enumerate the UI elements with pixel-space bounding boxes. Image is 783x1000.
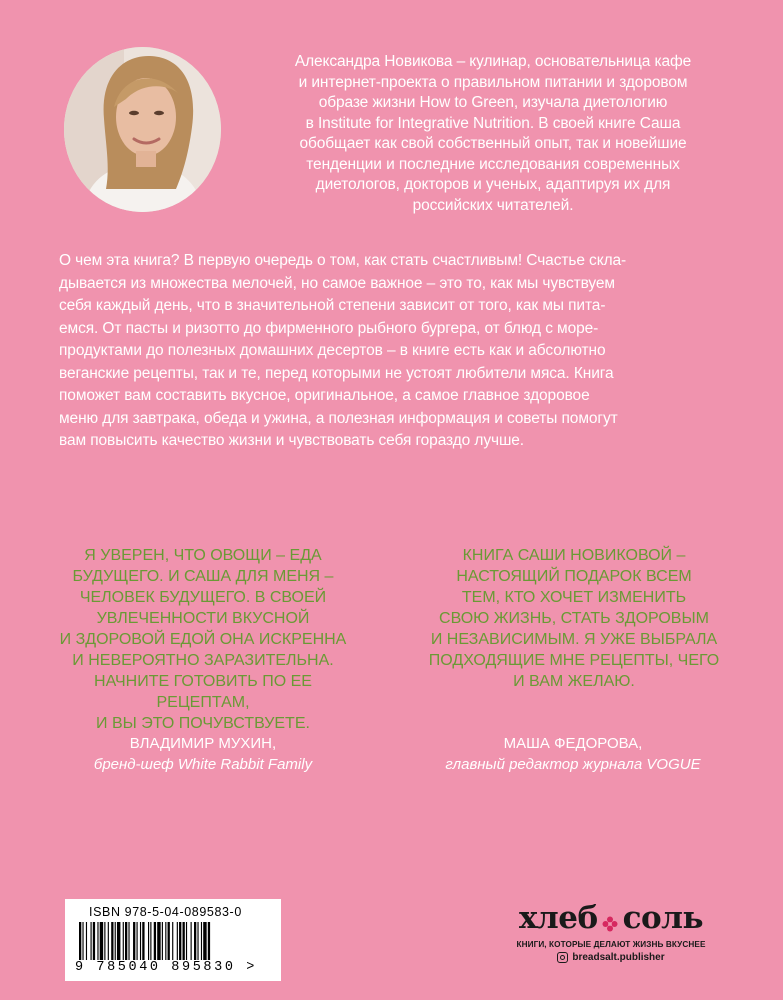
- quote-line: И НЕВЕРОЯТНО ЗАРАЗИТЕЛЬНА.: [72, 652, 334, 669]
- barcode-bar: [117, 922, 120, 960]
- barcode-bar: [165, 922, 166, 960]
- barcode-bar: [133, 922, 135, 960]
- barcode-bar: [115, 922, 116, 960]
- quote-line: И НЕЗАВИСИМЫМ. Я УЖЕ ВЫБРАЛА: [430, 631, 718, 648]
- author-role: главный редактор журнала VOGUE: [445, 756, 701, 773]
- bio-line: в Institute for Integrative Nutrition. В своей книге Саша: [305, 114, 681, 132]
- instagram-icon: [557, 952, 568, 963]
- publisher-logo: [495, 898, 727, 938]
- description-line: поможет вам составить вкусное, оригинальное, а самое главное здоровое: [59, 387, 590, 404]
- description-line: О чем эта книга? В первую очередь о том, как стать счастливым! Счастье скла-: [59, 252, 627, 269]
- barcode-bar: [203, 922, 206, 960]
- author-name: ВЛАДИМИР МУХИН,: [129, 735, 277, 752]
- barcode-bar: [183, 922, 185, 960]
- barcode-bar: [93, 922, 95, 960]
- quote-line: И ЗДОРОВОЙ ЕДОЙ ОНА ИСКРЕННА: [59, 631, 347, 648]
- barcode-bar: [157, 922, 160, 960]
- quote-line: НАСТОЯЩИЙ ПОДАРОК ВСЕМ: [456, 568, 692, 585]
- publisher-block: [495, 898, 727, 963]
- barcode-bar: [108, 922, 109, 960]
- description-line: меню для завтрака, обеда и ужина, а полезная информация и советы помогут: [59, 409, 618, 427]
- author-portrait-image: [64, 47, 221, 212]
- quote-line: УВЛЕЧЕННОСТИ ВКУСНОЙ: [96, 610, 310, 627]
- description-line: вам повысить качество жизни и чувствовать себя гораздо лучше.: [59, 432, 525, 449]
- quote-mukhin: [47, 545, 359, 734]
- barcode-bar: [172, 922, 173, 960]
- barcode-bar: [128, 922, 129, 960]
- quote-line: ПОДХОДЯЩИЕ МНЕ РЕЦЕПТЫ, ЧЕГО: [428, 652, 720, 669]
- quote-line: ЧЕЛОВЕК БУДУЩЕГО. В СВОЕЙ: [79, 589, 327, 606]
- barcode-bar: [86, 922, 87, 960]
- description-line: веганские рецепты, так и те, перед которыми не устоят любители мяса. Книга: [59, 364, 614, 382]
- publisher-tagline: КНИГИ, КОТОРЫЕ ДЕЛАЮТ ЖИЗНЬ ВКУСНЕЕ: [516, 940, 706, 949]
- quote-line: Я УВЕРЕН, ЧТО ОВОЩИ – ЕДА: [84, 547, 322, 564]
- bio-line: российских читателей.: [412, 196, 574, 214]
- barcode-bar: [201, 922, 202, 960]
- barcode-bar: [123, 922, 124, 960]
- book-description: [59, 250, 724, 453]
- barcode-bar: [79, 922, 81, 960]
- barcode-bar: [208, 922, 210, 960]
- bio-line: тенденции и последние исследования современных: [306, 155, 680, 173]
- description-line: дывается из множества мелочей, но самое важное – это то, как мы чувствуем: [59, 274, 615, 292]
- barcode-bar: [125, 922, 127, 960]
- quote-line: И ВАМ ЖЕЛАЮ.: [513, 673, 635, 690]
- quote-author-fedorova: [403, 733, 743, 775]
- quote-line: БУДУЩЕГО. И САША ДЛЯ МЕНЯ –: [72, 568, 334, 585]
- quote-line: И ВЫ ЭТО ПОЧУВСТВУЕТЕ.: [96, 715, 310, 732]
- quote-line: НАЧНИТЕ ГОТОВИТЬ ПО ЕЕ РЕЦЕПТАМ,: [94, 673, 312, 711]
- barcode-bar: [194, 922, 196, 960]
- quote-line: СВОЮ ЖИЗНЬ, СТАТЬ ЗДОРОВЫМ: [439, 610, 709, 627]
- author-portrait: [64, 47, 221, 212]
- isbn-text: ISBN 978-5-04-089583-0: [89, 905, 242, 919]
- barcode-bar: [148, 922, 149, 960]
- barcode-bar: [150, 922, 151, 960]
- quote-author-mukhin: [33, 733, 373, 775]
- description-line: емся. От пасты и ризотто до фирменного рыбного бургера, от блюд с море-: [59, 319, 599, 337]
- barcode-bar: [191, 922, 192, 960]
- flower-icon: [602, 916, 618, 932]
- author-role: бренд-шеф White Rabbit Family: [93, 756, 313, 773]
- barcode-bar: [100, 922, 103, 960]
- barcode-bar: [91, 922, 92, 960]
- barcode-bar: [162, 922, 163, 960]
- quote-line: ТЕМ, КТО ХОЧЕТ ИЗМЕНИТЬ: [461, 589, 687, 606]
- bio-line: обобщает как свой собственный опыт, так и новейшие: [299, 135, 687, 152]
- bio-line: образе жизни How to Green, изучала диетологию: [318, 94, 668, 111]
- social-handle[interactable]: breadsalt.publisher: [572, 952, 665, 963]
- logo-word-left: хлеб: [518, 900, 598, 936]
- bio-line: и интернет-проекта о правильном питании и здоровом: [298, 73, 688, 91]
- author-bio: [258, 52, 728, 216]
- logo-word-right: соль: [622, 900, 704, 936]
- barcode-bar: [82, 922, 83, 960]
- barcode-bar: [140, 922, 141, 960]
- description-line: себя каждый день, что в значительной степени зависит от того, как мы пита-: [59, 297, 606, 314]
- description-line: продуктами до полезных домашних десертов – в книге есть как и абсолютно: [59, 342, 606, 359]
- author-name: МАША ФЕДОРОВА,: [503, 735, 643, 752]
- barcode-bar: [97, 922, 98, 960]
- barcode-bar: [137, 922, 138, 960]
- barcode-bar: [179, 922, 181, 960]
- publisher-social[interactable]: [495, 952, 727, 963]
- barcode-bar: [186, 922, 187, 960]
- barcode-bar: [197, 922, 198, 960]
- quote-line: КНИГА САШИ НОВИКОВОЙ –: [462, 547, 686, 564]
- barcode-digits: 9 785040 895830 >: [75, 960, 257, 975]
- isbn-barcode: [65, 899, 281, 981]
- barcode-bar: [177, 922, 178, 960]
- quote-fedorova: [418, 545, 730, 692]
- barcode-bars: [79, 922, 269, 962]
- bio-line: Александра Новикова – кулинар, основательница кафе: [294, 53, 692, 70]
- barcode-bar: [111, 922, 113, 960]
- barcode-bar: [154, 922, 156, 960]
- barcode-bar: [168, 922, 170, 960]
- bio-line: диетологов, докторов и ученых, адаптируя их для: [315, 176, 671, 193]
- barcode-bar: [104, 922, 105, 960]
- barcode-bar: [142, 922, 144, 960]
